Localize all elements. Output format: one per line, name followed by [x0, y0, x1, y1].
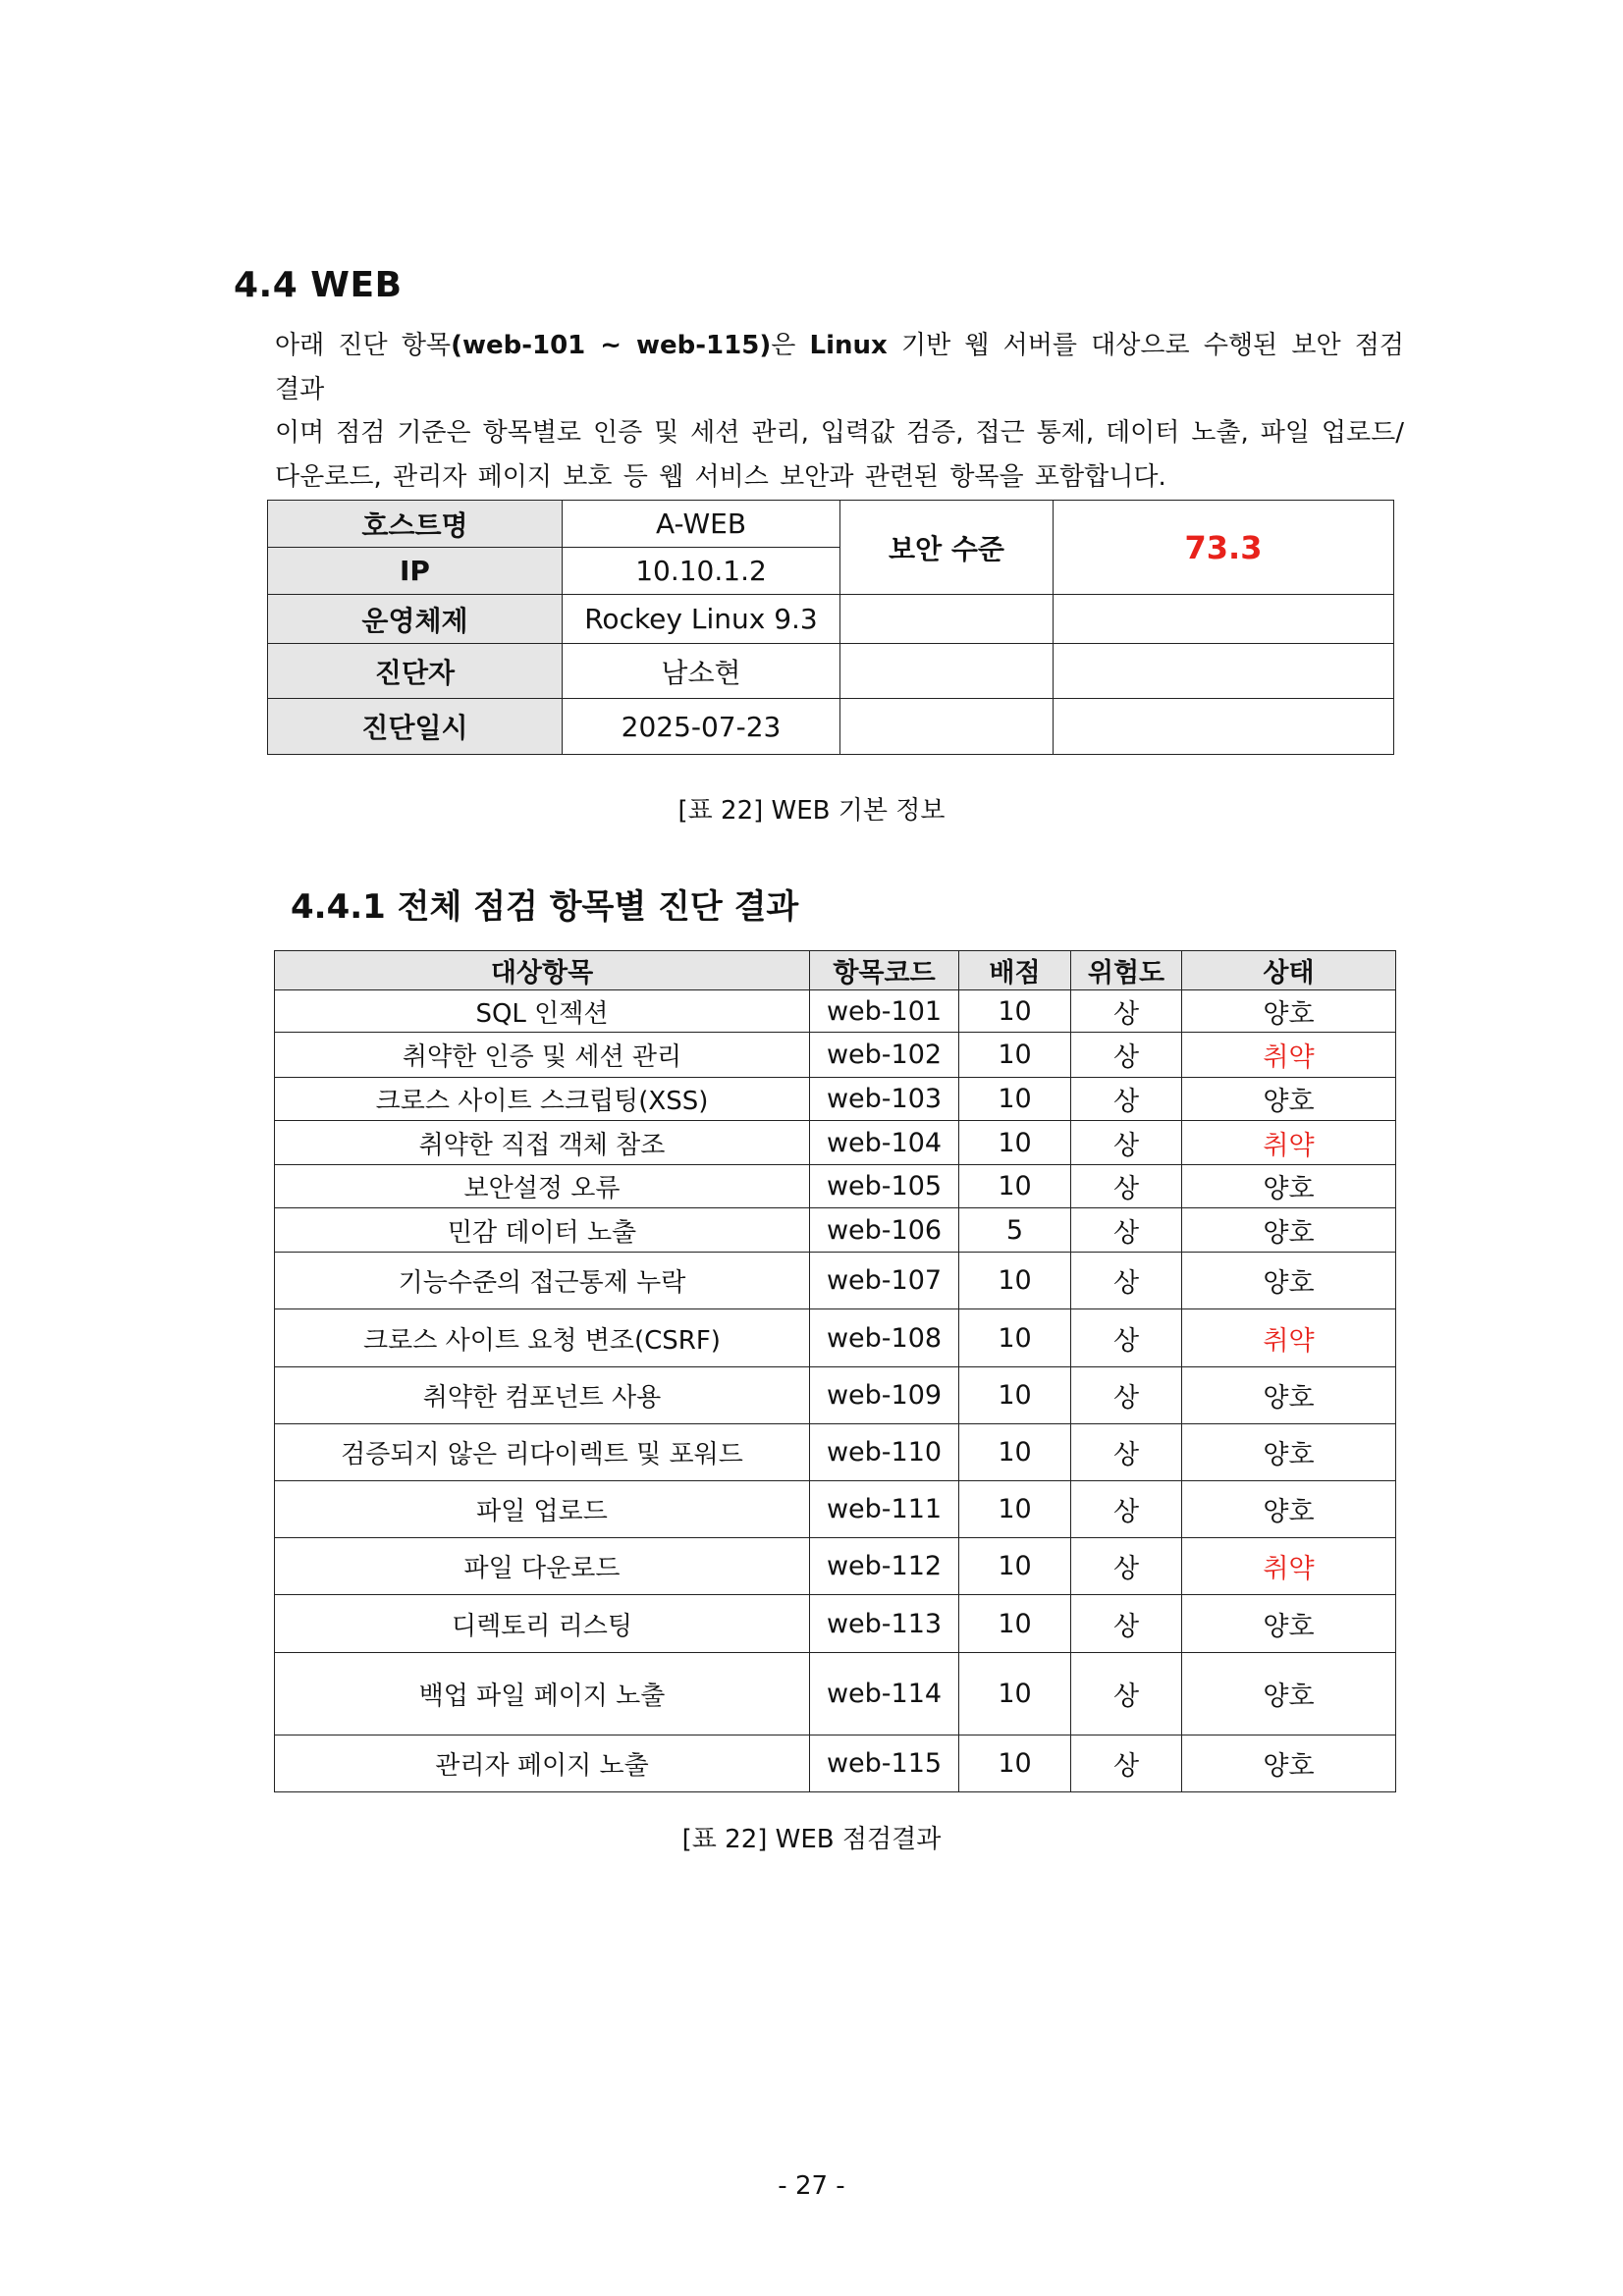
cell-risk: 상: [1071, 1253, 1182, 1309]
empty-cell: [1054, 644, 1394, 699]
table-row: [275, 1735, 1396, 1792]
cell-code: web-101: [810, 990, 959, 1033]
info-label: 호스트명: [268, 501, 563, 548]
cell-risk: 상: [1071, 1121, 1182, 1165]
cell-risk: 상: [1071, 1309, 1182, 1367]
cell-score: 10: [959, 1538, 1071, 1595]
cell-status: 양호: [1182, 1653, 1396, 1735]
cell-status: 양호: [1182, 1078, 1396, 1121]
info-table: [267, 500, 1394, 755]
intro-line-2: 이며 점검 기준은 항목별로 인증 및 세션 관리, 입력값 검증, 접근 통제, 데이터 노출, 파일 업로드/: [275, 418, 1404, 448]
cell-item: 검증되지 않은 리다이렉트 및 포워드: [275, 1424, 810, 1481]
intro-line-1: [275, 324, 1404, 411]
cell-status: 양호: [1182, 1595, 1396, 1653]
column-header: 배점: [959, 951, 1071, 990]
cell-code: web-110: [810, 1424, 959, 1481]
cell-item: 파일 업로드: [275, 1481, 810, 1538]
cell-status: 양호: [1182, 1253, 1396, 1309]
cell-risk: 상: [1071, 1538, 1182, 1595]
cell-code: web-108: [810, 1309, 959, 1367]
cell-score: 10: [959, 1424, 1071, 1481]
intro-text: 기반 웹 서버를 대상으로 수행된 보안 점검 결과: [275, 331, 1404, 404]
cell-score: 10: [959, 1309, 1071, 1367]
info-row: [268, 699, 1394, 755]
cell-item: 취약한 컴포넌트 사용: [275, 1367, 810, 1424]
intro-text: 아래 진단 항목: [275, 331, 452, 360]
column-header: 위험도: [1071, 951, 1182, 990]
cell-status: 양호: [1182, 990, 1396, 1033]
cell-score: 10: [959, 1165, 1071, 1208]
cell-item: 취약한 인증 및 세션 관리: [275, 1033, 810, 1078]
cell-score: 10: [959, 1121, 1071, 1165]
info-value: 10.10.1.2: [563, 548, 840, 595]
table-row: [275, 1309, 1396, 1367]
cell-status: 양호: [1182, 1735, 1396, 1792]
cell-risk: 상: [1071, 1735, 1182, 1792]
table-row: [275, 990, 1396, 1033]
result-table: [274, 950, 1396, 1792]
table-row: [275, 1424, 1396, 1481]
cell-code: web-104: [810, 1121, 959, 1165]
info-row: [268, 644, 1394, 699]
page-number: - 27 -: [778, 2171, 845, 2201]
table-row: [275, 1078, 1396, 1121]
cell-status: 양호: [1182, 1208, 1396, 1253]
cell-item: 디렉토리 리스팅: [275, 1595, 810, 1653]
result-table-header: [275, 951, 1396, 990]
cell-status: 취약: [1182, 1033, 1396, 1078]
cell-risk: 상: [1071, 1078, 1182, 1121]
info-label: IP: [268, 548, 563, 595]
table-row: [275, 1033, 1396, 1078]
cell-score: 10: [959, 1033, 1071, 1078]
empty-cell: [1054, 699, 1394, 755]
cell-score: 10: [959, 1653, 1071, 1735]
empty-cell: [1054, 595, 1394, 644]
cell-score: 10: [959, 990, 1071, 1033]
cell-score: 10: [959, 1253, 1071, 1309]
cell-code: web-107: [810, 1253, 959, 1309]
security-level-label: 보안 수준: [840, 501, 1054, 595]
section-title: 4.4 WEB: [234, 265, 403, 305]
table-row: [275, 1595, 1396, 1653]
cell-item: 기능수준의 접근통제 누락: [275, 1253, 810, 1309]
info-value: Rockey Linux 9.3: [563, 595, 840, 644]
cell-status: 취약: [1182, 1309, 1396, 1367]
cell-score: 10: [959, 1367, 1071, 1424]
cell-score: 10: [959, 1078, 1071, 1121]
column-header: 항목코드: [810, 951, 959, 990]
cell-status: 취약: [1182, 1121, 1396, 1165]
table-row: [275, 1538, 1396, 1595]
cell-item: 취약한 직접 객체 참조: [275, 1121, 810, 1165]
cell-code: web-105: [810, 1165, 959, 1208]
cell-risk: 상: [1071, 1208, 1182, 1253]
intro-range: (web-101 ~ web-115): [451, 331, 772, 360]
info-label: 진단일시: [268, 699, 563, 755]
info-row: [268, 595, 1394, 644]
cell-risk: 상: [1071, 1165, 1182, 1208]
cell-item: 파일 다운로드: [275, 1538, 810, 1595]
cell-item: 크로스 사이트 스크립팅(XSS): [275, 1078, 810, 1121]
info-table-caption: [표 22] WEB 기본 정보: [677, 796, 946, 826]
empty-cell: [840, 699, 1054, 755]
table-row: [275, 1653, 1396, 1735]
intro-line-3: 다운로드, 관리자 페이지 보호 등 웹 서비스 보안과 관련된 항목을 포함합니다.: [275, 461, 1166, 492]
cell-status: 양호: [1182, 1367, 1396, 1424]
security-level-value: 73.3: [1054, 501, 1394, 595]
cell-status: 양호: [1182, 1424, 1396, 1481]
info-value: 2025-07-23: [563, 699, 840, 755]
cell-item: SQL 인젝션: [275, 990, 810, 1033]
column-header: 상태: [1182, 951, 1396, 990]
cell-code: web-102: [810, 1033, 959, 1078]
cell-score: 5: [959, 1208, 1071, 1253]
info-row: [268, 501, 1394, 548]
cell-item: 민감 데이터 노출: [275, 1208, 810, 1253]
info-value: A-WEB: [563, 501, 840, 548]
cell-risk: 상: [1071, 1653, 1182, 1735]
intro-os: Linux: [809, 331, 888, 360]
result-table-caption: [표 22] WEB 점검결과: [681, 1825, 942, 1854]
table-row: [275, 1165, 1396, 1208]
cell-risk: 상: [1071, 990, 1182, 1033]
subsection-title: 4.4.1 전체 점검 항목별 진단 결과: [291, 887, 799, 927]
info-value: 남소현: [563, 644, 840, 699]
info-label: 진단자: [268, 644, 563, 699]
cell-code: web-112: [810, 1538, 959, 1595]
cell-score: 10: [959, 1735, 1071, 1792]
table-row: [275, 1367, 1396, 1424]
cell-code: web-109: [810, 1367, 959, 1424]
cell-code: web-103: [810, 1078, 959, 1121]
cell-item: 백업 파일 페이지 노출: [275, 1653, 810, 1735]
cell-risk: 상: [1071, 1595, 1182, 1653]
cell-code: web-111: [810, 1481, 959, 1538]
cell-item: 보안설정 오류: [275, 1165, 810, 1208]
table-row: [275, 1253, 1396, 1309]
cell-score: 10: [959, 1481, 1071, 1538]
table-row: [275, 1208, 1396, 1253]
column-header: 대상항목: [275, 951, 810, 990]
cell-code: web-115: [810, 1735, 959, 1792]
cell-risk: 상: [1071, 1481, 1182, 1538]
cell-code: web-114: [810, 1653, 959, 1735]
cell-score: 10: [959, 1595, 1071, 1653]
intro-text: 은: [771, 331, 810, 360]
cell-risk: 상: [1071, 1367, 1182, 1424]
table-row: [275, 1481, 1396, 1538]
cell-code: web-106: [810, 1208, 959, 1253]
table-row: [275, 1121, 1396, 1165]
cell-status: 취약: [1182, 1538, 1396, 1595]
cell-item: 관리자 페이지 노출: [275, 1735, 810, 1792]
empty-cell: [840, 644, 1054, 699]
intro-paragraph: [275, 324, 1404, 499]
empty-cell: [840, 595, 1054, 644]
cell-item: 크로스 사이트 요청 변조(CSRF): [275, 1309, 810, 1367]
cell-status: 양호: [1182, 1165, 1396, 1208]
cell-risk: 상: [1071, 1424, 1182, 1481]
info-label: 운영체제: [268, 595, 563, 644]
cell-code: web-113: [810, 1595, 959, 1653]
cell-risk: 상: [1071, 1033, 1182, 1078]
cell-status: 양호: [1182, 1481, 1396, 1538]
